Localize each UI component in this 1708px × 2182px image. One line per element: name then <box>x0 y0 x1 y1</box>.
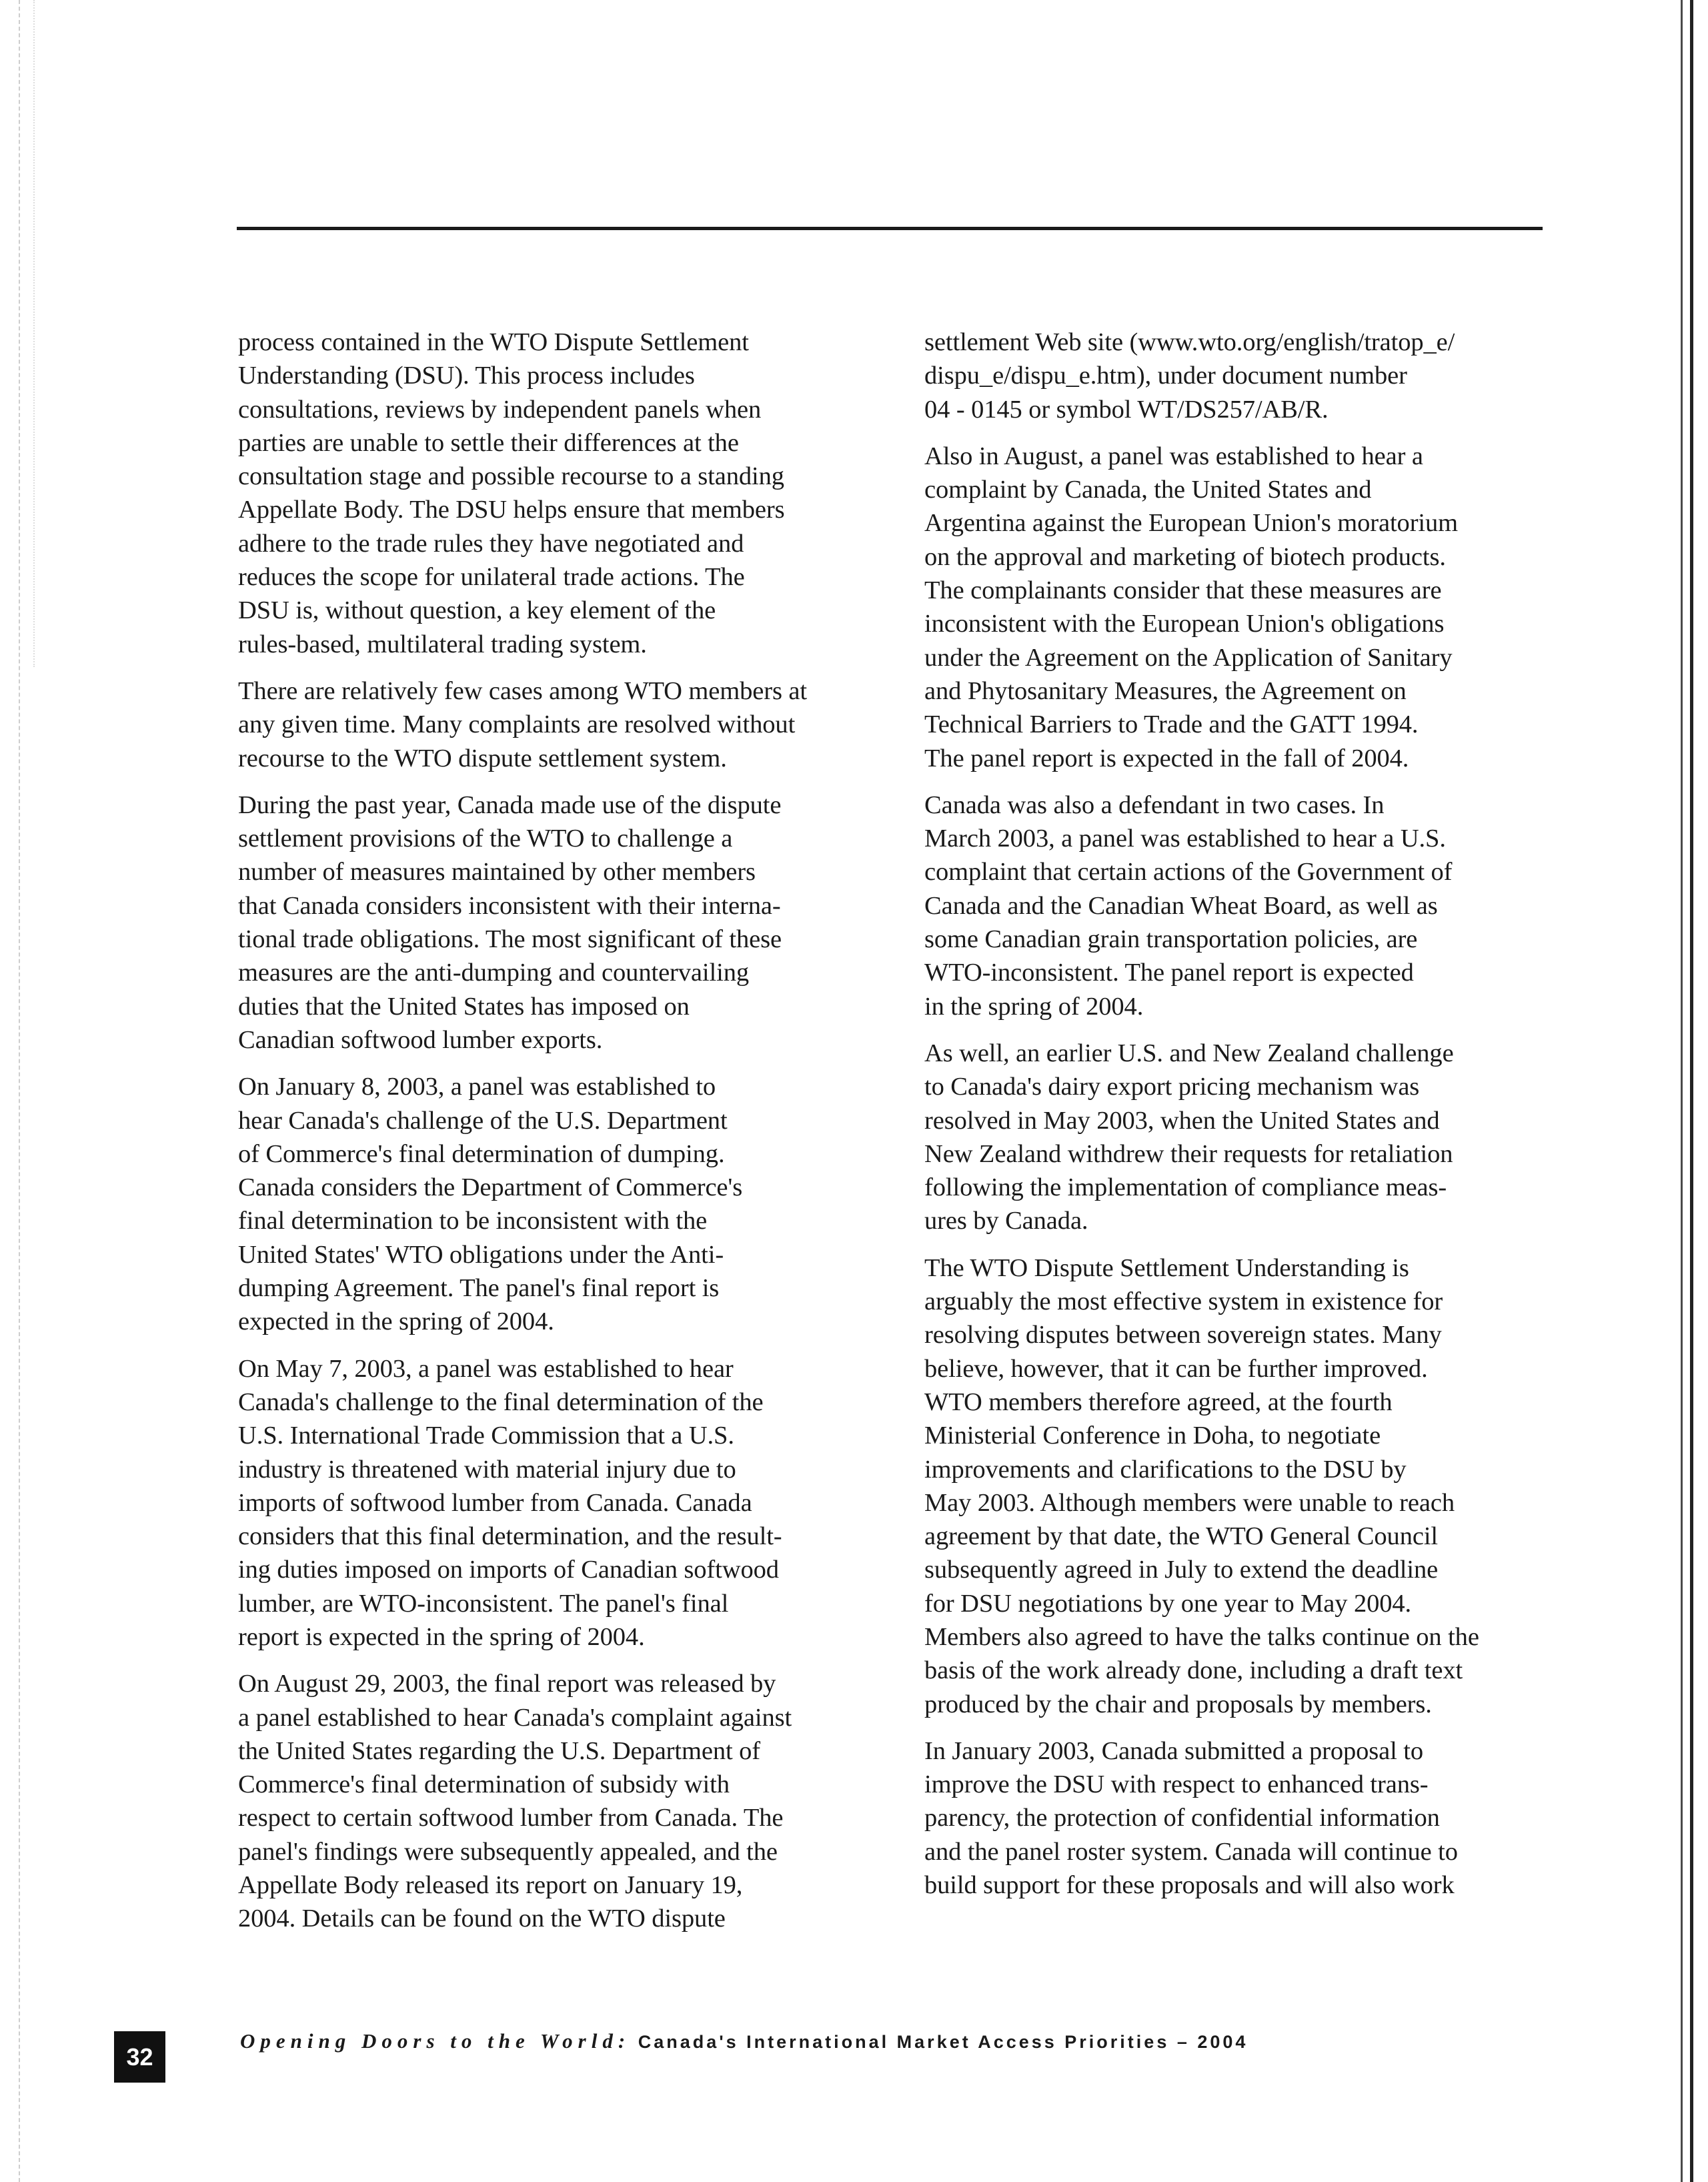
text-line: and Phytosanitary Measures, the Agreement on <box>924 676 1407 705</box>
text-line: produced by the chair and proposals by members. <box>924 1690 1432 1718</box>
text-line: parency, the protection of confidential information <box>924 1804 1440 1832</box>
text-line: ures by Canada. <box>924 1207 1088 1235</box>
text-line: consultations, reviews by independent panels when <box>238 395 762 424</box>
text-line: in the spring of 2004. <box>924 992 1144 1021</box>
text-line: Argentina against the European Union's moratorium <box>924 509 1459 538</box>
text-line: following the implementation of compliance meas- <box>924 1173 1447 1202</box>
text-line: consultation stage and possible recourse to a standing <box>238 462 784 491</box>
text-line: the United States regarding the U.S. Department of <box>238 1736 760 1765</box>
text-line: for DSU negotiations by one year to May 2004. <box>924 1589 1412 1618</box>
text-line: As well, an earlier U.S. and New Zealand challenge <box>924 1039 1454 1067</box>
text-line: basis of the work already done, including a draft text <box>924 1656 1463 1685</box>
text-line: that Canada considers inconsistent with their interna- <box>238 891 781 920</box>
text-line: build support for these proposals and will also work <box>924 1871 1455 1900</box>
paragraph <box>238 1070 860 1338</box>
text-line: In January 2003, Canada submitted a proposal to <box>924 1736 1424 1765</box>
text-line: Also in August, a panel was established to hear a <box>924 442 1423 470</box>
footer-title-rest: Canada's International Market Access Priorities – 2004 <box>630 2032 1248 2052</box>
left-column <box>238 326 860 1949</box>
text-line: complaint by Canada, the United States and <box>924 476 1372 504</box>
text-line: believe, however, that it can be further improved. <box>924 1354 1428 1383</box>
text-line: 2004. Details can be found on the WTO dispute <box>238 1904 726 1933</box>
text-line: The complainants consider that these measures are <box>924 576 1442 605</box>
text-line: The WTO Dispute Settlement Understanding is <box>924 1253 1409 1282</box>
text-line: WTO members therefore agreed, at the fourth <box>924 1388 1393 1416</box>
text-line: resolved in May 2003, when the United States and <box>924 1106 1440 1135</box>
paragraph <box>924 1251 1545 1721</box>
text-line: ing duties imposed on imports of Canadian softwood <box>238 1556 779 1584</box>
scan-edge-right-inner <box>1681 0 1683 2182</box>
scan-edge-left-dotted <box>33 0 36 667</box>
text-line: Canadian softwood lumber exports. <box>238 1025 603 1054</box>
text-line: United States' WTO obligations under the Anti- <box>238 1240 724 1269</box>
text-line: lumber, are WTO-inconsistent. The panel's final <box>238 1589 729 1618</box>
text-line: arguably the most effective system in existence for <box>924 1287 1443 1316</box>
text-line: dispu_e/dispu_e.htm), under document number <box>924 362 1407 390</box>
text-line: DSU is, without question, a key element of the <box>238 596 716 625</box>
text-line: duties that the United States has imposed on <box>238 992 690 1021</box>
text-line: settlement Web site (www.wto.org/english/tratop_e/ <box>924 328 1455 356</box>
text-line: Understanding (DSU). This process includes <box>238 362 695 390</box>
text-line: to Canada's dairy export pricing mechanism was <box>924 1073 1420 1101</box>
text-line: reduces the scope for unilateral trade actions. The <box>238 563 745 592</box>
text-line: imports of softwood lumber from Canada. Canada <box>238 1488 752 1517</box>
text-line: improve the DSU with respect to enhanced trans- <box>924 1770 1429 1799</box>
text-line: of Commerce's final determination of dumping. <box>238 1139 725 1168</box>
text-line: report is expected in the spring of 2004. <box>238 1622 645 1651</box>
text-line: On January 8, 2003, a panel was established to <box>238 1073 716 1101</box>
text-line: There are relatively few cases among WTO members at <box>238 676 807 705</box>
text-line: rules-based, multilateral trading system. <box>238 630 647 658</box>
text-line: Canada and the Canadian Wheat Board, as well as <box>924 891 1438 920</box>
text-line: adhere to the trade rules they have negotiated and <box>238 529 744 558</box>
text-line: U.S. International Trade Commission that a U.S. <box>238 1422 734 1450</box>
text-line: recourse to the WTO dispute settlement system. <box>238 744 727 772</box>
text-line: 04 - 0145 or symbol WT/DS257/AB/R. <box>924 395 1329 424</box>
text-line: agreement by that date, the WTO General Council <box>924 1522 1439 1551</box>
text-line: Appellate Body released its report on January 19, <box>238 1871 743 1900</box>
text-line: On August 29, 2003, the final report was released by <box>238 1670 776 1698</box>
text-line: On May 7, 2003, a panel was established to hear <box>238 1354 734 1383</box>
text-line: any given time. Many complaints are resolved without <box>238 710 796 739</box>
text-line: some Canadian grain transportation policies, are <box>924 925 1418 954</box>
text-line: respect to certain softwood lumber from Canada. The <box>238 1804 784 1832</box>
text-line: hear Canada's challenge of the U.S. Department <box>238 1106 728 1135</box>
text-line: Commerce's final determination of subsidy with <box>238 1770 730 1799</box>
text-line: and the panel roster system. Canada will continue to <box>924 1837 1458 1866</box>
running-footer <box>240 2028 1248 2055</box>
text-line: resolving disputes between sovereign states. Many <box>924 1321 1442 1349</box>
text-line: WTO-inconsistent. The panel report is expected <box>924 959 1414 987</box>
text-line: parties are unable to settle their differences at the <box>238 428 739 457</box>
text-line: final determination to be inconsistent with the <box>238 1207 708 1235</box>
text-line: under the Agreement on the Application of Sanitary <box>924 643 1453 672</box>
text-line: considers that this final determination, and the result- <box>238 1522 782 1551</box>
header-rule <box>237 227 1543 230</box>
page-number: 32 <box>114 2031 165 2083</box>
text-line: Ministerial Conference in Doha, to negotiate <box>924 1422 1381 1450</box>
text-line: Members also agreed to have the talks continue on the <box>924 1622 1479 1651</box>
text-line: subsequently agreed in July to extend the deadline <box>924 1556 1439 1584</box>
text-line: number of measures maintained by other members <box>238 858 756 887</box>
scan-edge-right <box>1690 0 1703 2182</box>
text-line: March 2003, a panel was established to hear a U.S. <box>924 825 1446 853</box>
footer-title-italic: Opening Doors to the World: <box>240 2029 631 2053</box>
text-line: expected in the spring of 2004. <box>238 1307 554 1336</box>
text-line: Canada considers the Department of Commerce's <box>238 1173 743 1202</box>
text-line: on the approval and marketing of biotech products. <box>924 542 1446 571</box>
paragraph <box>924 1734 1545 1902</box>
paragraph <box>924 788 1545 1023</box>
text-line: Technical Barriers to Trade and the GATT 1994. <box>924 710 1419 739</box>
text-line: panel's findings were subsequently appealed, and the <box>238 1837 778 1866</box>
text-line: During the past year, Canada made use of the dispute <box>238 790 782 819</box>
text-line: complaint that certain actions of the Government of <box>924 858 1453 887</box>
text-line: May 2003. Although members were unable to reach <box>924 1488 1455 1517</box>
paragraph <box>238 326 860 661</box>
text-line: a panel established to hear Canada's complaint against <box>238 1703 792 1732</box>
scan-edge-left <box>19 0 23 2182</box>
text-line: settlement provisions of the WTO to challenge a <box>238 825 733 853</box>
paragraph <box>238 674 860 775</box>
text-line: Canada's challenge to the final determination of the <box>238 1388 764 1416</box>
paragraph <box>238 788 860 1057</box>
text-line: Appellate Body. The DSU helps ensure that members <box>238 496 785 524</box>
paragraph <box>924 326 1545 426</box>
text-line: measures are the anti-dumping and countervailing <box>238 959 750 987</box>
paragraph <box>924 440 1545 775</box>
text-line: inconsistent with the European Union's obligations <box>924 610 1445 638</box>
paragraph <box>238 1667 860 1935</box>
text-line: dumping Agreement. The panel's final report is <box>238 1274 720 1303</box>
text-line: tional trade obligations. The most significant of these <box>238 925 782 954</box>
text-line: improvements and clarifications to the DSU by <box>924 1455 1407 1484</box>
paragraph <box>924 1037 1545 1238</box>
text-line: industry is threatened with material injury due to <box>238 1455 736 1484</box>
right-column <box>924 326 1545 1915</box>
text-line: The panel report is expected in the fall of 2004. <box>924 744 1409 772</box>
text-line: New Zealand withdrew their requests for retaliation <box>924 1139 1453 1168</box>
paragraph <box>238 1352 860 1654</box>
text-line: process contained in the WTO Dispute Settlement <box>238 328 749 356</box>
text-line: Canada was also a defendant in two cases. In <box>924 790 1385 819</box>
